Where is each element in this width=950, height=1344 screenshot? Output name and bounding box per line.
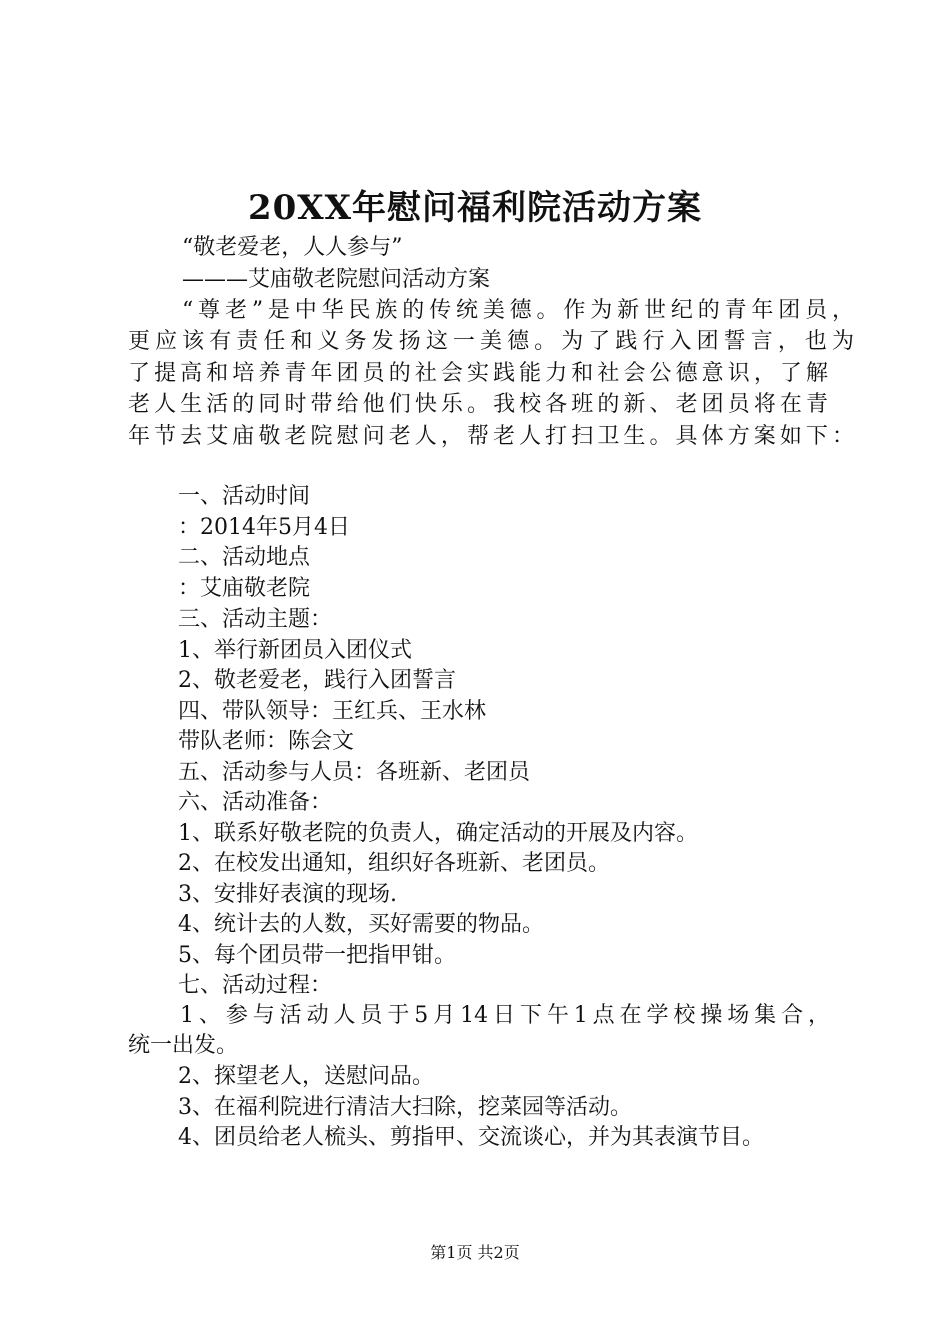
list-item: 3、安排好表演的现场. <box>178 882 397 907</box>
section-heading: 一、活动时间 <box>178 484 311 509</box>
section-heading: 四、带队领导：王红兵、王水林 <box>178 699 487 724</box>
intro-line: 老人生活的同时带给他们快乐。我校各班的新、老团员将在青 <box>128 392 828 417</box>
intro-line: 年节去艾庙敬老院慰问老人，帮老人打扫卫生。具体方案如下： <box>128 424 854 449</box>
section-detail: 带队老师：陈会文 <box>178 729 355 754</box>
document-title: 20XX年慰问福利院活动方案 <box>247 188 703 228</box>
intro-line: 了提高和培养青年团员的社会实践能力和社会公德意识，了解 <box>128 361 828 386</box>
section-heading: 三、活动主题： <box>178 607 333 632</box>
list-item: 1、举行新团员入团仪式 <box>178 638 412 663</box>
section-heading: 七、活动过程： <box>178 973 333 998</box>
section-detail: ：艾庙敬老院 <box>178 576 311 601</box>
list-item: 4、统计去的人数，买好需要的物品。 <box>178 912 544 937</box>
section-heading: 五、活动参与人员：各班新、老团员 <box>178 760 531 785</box>
subtitle-line: ———艾庙敬老院慰问活动方案 <box>182 267 491 292</box>
section-heading: 二、活动地点 <box>178 545 311 570</box>
list-item: 4、团员给老人梳头、剪指甲、交流谈心，并为其表演节目。 <box>178 1125 764 1150</box>
list-item-continued: 统一出发。 <box>128 1033 239 1058</box>
section-heading: 六、活动准备： <box>178 790 333 815</box>
slogan-line: “敬老爱老，人人参与” <box>182 235 403 260</box>
list-item: 2、在校发出通知，组织好各班新、老团员。 <box>178 851 610 876</box>
list-item: 1、联系好敬老院的负责人，确定活动的开展及内容。 <box>178 821 698 846</box>
section-detail: ：2014年5月4日 <box>178 515 350 540</box>
list-item: 2、探望老人，送慰问品。 <box>178 1064 434 1089</box>
intro-line: 更应该有责任和义务发扬这一美德。为了践行入团誓言，也为 <box>128 329 854 354</box>
list-item: 2、敬老爱老，践行入团誓言 <box>178 668 456 693</box>
intro-line: “尊老”是中华民族的传统美德。作为新世纪的青年团员， <box>182 298 854 323</box>
list-item: 1、参与活动人员于5月14日下午1点在学校操场集合， <box>180 1003 830 1028</box>
list-item: 3、在福利院进行清洁大扫除，挖菜园等活动。 <box>178 1095 632 1120</box>
list-item: 5、每个团员带一把指甲钳。 <box>178 943 456 968</box>
page-number: 第1页 共2页 <box>430 1243 520 1262</box>
